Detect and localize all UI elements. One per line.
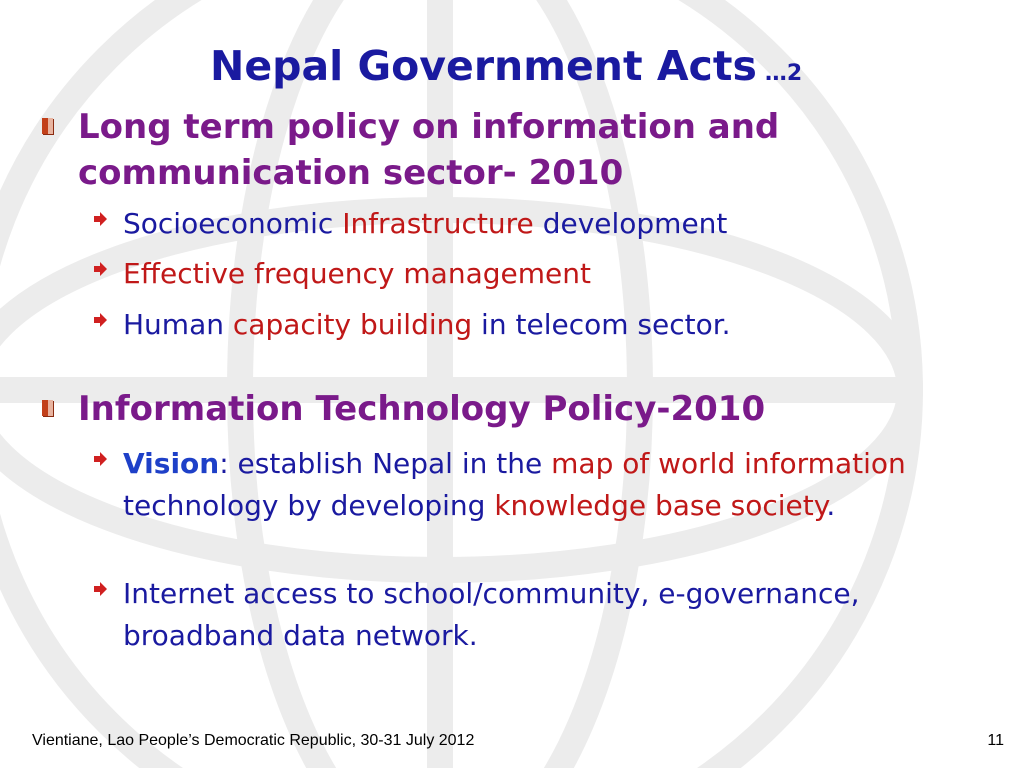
square-bullet-icon: [42, 400, 53, 416]
item-text: .: [826, 489, 836, 522]
arrow-bullet-icon: [92, 581, 108, 597]
square-bullet-icon: [42, 118, 53, 134]
item-highlight: map of world information: [551, 447, 906, 480]
item-text: in telecom sector.: [472, 308, 731, 341]
item-text: Socioeconomic: [123, 207, 343, 240]
vision-label: Vision: [123, 447, 220, 480]
list-item-vision: [92, 443, 992, 569]
arrow-bullet-icon: [92, 211, 108, 227]
arrow-bullet-icon: [92, 261, 108, 277]
section-heading-it-policy: [42, 386, 992, 432]
item-text: : establish Nepal in the: [219, 447, 552, 480]
section-heading-text: Information Technology Policy-2010: [78, 389, 766, 429]
section-heading-ict-policy: [42, 104, 992, 196]
item-text: development: [533, 207, 728, 240]
title-text: Nepal Government Acts: [210, 42, 757, 90]
footer-text: Vientiane, Lao People’s Democratic Republic, 30-31 July 2012: [32, 732, 475, 749]
item-text: Human: [123, 308, 233, 341]
item-highlight: knowledge base society: [494, 489, 827, 522]
page-number: 11: [987, 732, 1004, 749]
list-item-human-capacity: [92, 304, 992, 346]
item-highlight: capacity building: [232, 308, 473, 341]
list-item-frequency: [92, 253, 992, 295]
list-item-socioeconomic: [92, 203, 992, 245]
section-heading-text: Long term policy on information and communication sector- 2010: [78, 107, 780, 193]
item-highlight: Infrastructure: [342, 207, 534, 240]
arrow-bullet-icon: [92, 312, 108, 328]
list-item-internet-access: [92, 573, 992, 657]
item-highlight: Effective frequency management: [123, 257, 591, 290]
item-text: Internet access to school/community, e-governance, broadband data network.: [123, 577, 860, 652]
arrow-bullet-icon: [92, 451, 108, 467]
item-text: technology by developing: [123, 489, 495, 522]
slide-title: [210, 42, 910, 90]
title-suffix: …2: [764, 61, 803, 86]
